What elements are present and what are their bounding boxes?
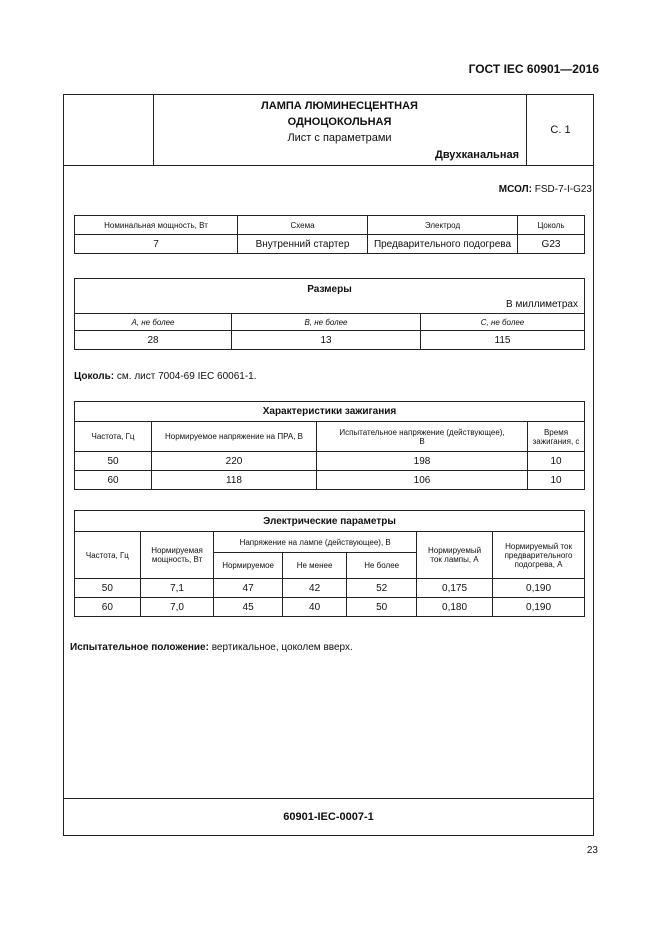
lamp-spec-table xyxy=(74,215,585,254)
table-cell: 50 xyxy=(75,579,141,598)
table-header-row xyxy=(75,422,585,452)
col-header: A, не более xyxy=(75,314,232,331)
col-header: Нормируемый ток предварительного подогрева, А xyxy=(493,532,585,579)
cap-note xyxy=(74,371,257,382)
standard-number: ГОСТ IEC 60901—2016 xyxy=(468,62,599,76)
col-header: C, не более xyxy=(421,314,585,331)
ignition-title: Характеристики зажигания xyxy=(75,402,585,422)
test-position-label: Испытательное положение: xyxy=(70,642,209,653)
col-header: Нормируемое напряжение на ПРА, В xyxy=(152,422,317,452)
electric-title-row xyxy=(75,511,585,532)
col-header: Электрод xyxy=(368,216,518,235)
table-cell: 0,175 xyxy=(416,579,492,598)
col-header: Нормируемая мощность, Вт xyxy=(140,532,214,579)
table-row xyxy=(75,331,585,350)
table-row xyxy=(75,452,585,471)
table-header-row xyxy=(75,216,585,235)
sizes-title-cell xyxy=(75,279,585,314)
sizes-table xyxy=(74,278,585,350)
table-cell: Предварительного подогрева xyxy=(368,235,518,254)
table-cell: 198 xyxy=(317,452,528,471)
col-header: Схема xyxy=(238,216,368,235)
table-cell: 60 xyxy=(75,471,152,490)
electric-title: Электрические параметры xyxy=(75,511,585,532)
table-cell: 0,190 xyxy=(493,579,585,598)
table-cell: 13 xyxy=(232,331,421,350)
table-header-row xyxy=(75,314,585,331)
table-cell: 60 xyxy=(75,598,141,617)
sizes-title-row xyxy=(75,279,585,314)
table-row xyxy=(75,471,585,490)
sizes-title: Размеры xyxy=(307,284,352,295)
sheet-header xyxy=(64,95,593,166)
col-header: Испытательное напряжение (действующее), В xyxy=(317,422,528,452)
col-header: Нормируемый ток лампы, А xyxy=(416,532,492,579)
table-cell: 28 xyxy=(75,331,232,350)
table-header-row xyxy=(75,532,585,553)
table-cell: 7 xyxy=(75,235,238,254)
table-cell: 7,1 xyxy=(140,579,214,598)
col-header: B, не более xyxy=(232,314,421,331)
lamp-type: Двухканальная xyxy=(434,149,519,161)
col-header: Номинальная мощность, Вт xyxy=(75,216,238,235)
table-cell: 42 xyxy=(282,579,347,598)
col-header: Не более xyxy=(347,553,417,579)
col-header: Напряжение на лампе (действующее), В xyxy=(214,532,417,553)
col-header: Не менее xyxy=(282,553,347,579)
table-cell: 50 xyxy=(347,598,417,617)
col-header: Время зажигания, с xyxy=(528,422,585,452)
col-header: Частота, Гц xyxy=(75,532,141,579)
table-cell: 0,190 xyxy=(493,598,585,617)
table-cell: 10 xyxy=(528,471,585,490)
page-code: С. 1 xyxy=(526,95,594,165)
table-cell: 7,0 xyxy=(140,598,214,617)
table-cell: 52 xyxy=(347,579,417,598)
table-cell: 45 xyxy=(214,598,282,617)
table-cell: Внутренний стартер xyxy=(238,235,368,254)
table-cell: 0,180 xyxy=(416,598,492,617)
mcol-value: FSD-7-I-G23 xyxy=(534,184,592,195)
mcol-line xyxy=(499,184,592,195)
table-cell: 47 xyxy=(214,579,282,598)
table-cell: 115 xyxy=(421,331,585,350)
electric-table xyxy=(74,510,585,617)
table-cell: 40 xyxy=(282,598,347,617)
test-position-text: вертикальное, цоколем вверх. xyxy=(211,642,353,653)
header-blank-cell xyxy=(64,95,154,165)
sizes-units: В миллиметрах xyxy=(506,299,578,310)
mcol-label: МСОЛ: xyxy=(498,184,532,195)
table-cell: G23 xyxy=(518,235,585,254)
ignition-title-row xyxy=(75,402,585,422)
table-cell: 10 xyxy=(528,452,585,471)
table-row xyxy=(75,235,585,254)
col-header: Частота, Гц xyxy=(75,422,152,452)
cap-label: Цоколь: xyxy=(74,371,115,382)
col-header: Цоколь xyxy=(518,216,585,235)
title-line-2: ОДНОЦОКОЛЬНАЯ xyxy=(287,116,392,128)
cap-text: см. лист 7004-69 IEC 60061-1. xyxy=(116,371,257,382)
ignition-table xyxy=(74,401,585,490)
title-line-1: ЛАМПА ЛЮМИНЕСЦЕНТНАЯ xyxy=(261,100,418,112)
footer-code: 60901-IEC-0007-1 xyxy=(64,798,593,835)
table-cell: 118 xyxy=(152,471,317,490)
subtitle: Лист с параметрами xyxy=(287,132,392,144)
test-position-note xyxy=(70,642,353,653)
table-row xyxy=(75,579,585,598)
table-row xyxy=(75,598,585,617)
col-header: Нормируемое xyxy=(214,553,282,579)
header-title-cell xyxy=(153,95,526,165)
table-cell: 106 xyxy=(317,471,528,490)
table-cell: 220 xyxy=(152,452,317,471)
table-cell: 50 xyxy=(75,452,152,471)
page-number: 23 xyxy=(586,845,598,856)
